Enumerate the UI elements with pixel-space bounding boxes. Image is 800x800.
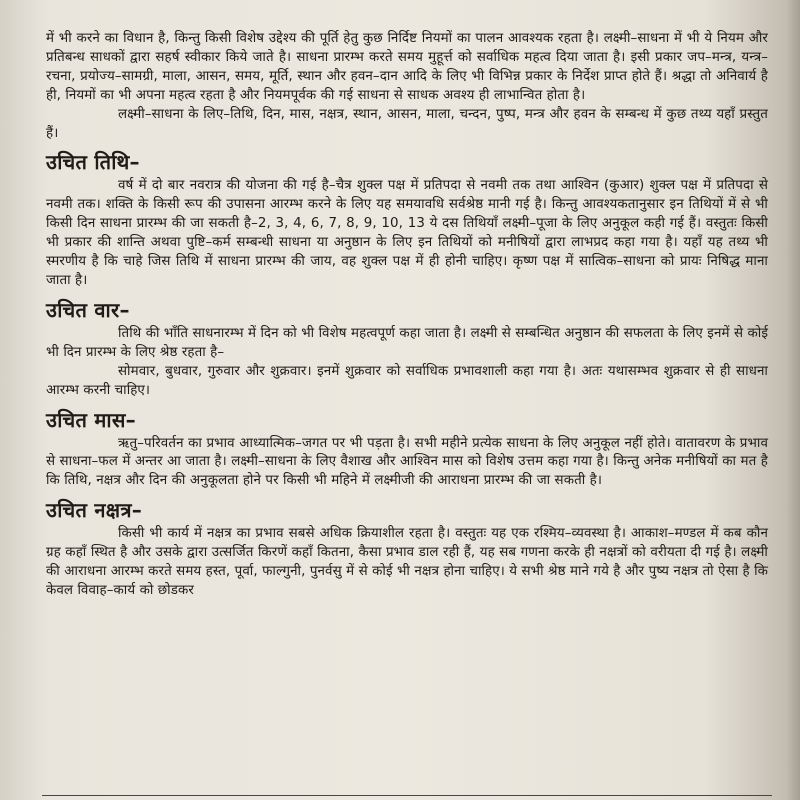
section-heading-tithi: उचित तिथि–: [46, 150, 140, 175]
section-heading-vaar: उचित वार–: [46, 297, 130, 322]
tithi-paragraph: वर्ष में दो बार नवरात्र की योजना की गई है–चैत्र शुक्ल पक्ष में प्रतिपदा से नवमी तक तथा आश्विन (कुआर) शुक्ल पक्ष में प्रतिपदा से नवमी तक। शक्ति के किसी रूप की उपासना आरम्भ करने के लिए यह समयावधि सर्वश्रेष्ठ मानी गई है। किन्तु आवश्यकतानुसार इन तिथियों में से भी किसी दिन साधना प्रारम्भ की जा सकती है–2, 3, 4, 6, 7, 8, 9, 10, 13 ये दस तिथियाँ लक्ष्मी–पूजा के लिए अनुकूल कही गई हैं। वस्तुतः किसी भी प्रकार की शान्ति अथवा पुष्टि–कर्म सम्बन्धी साधना या अनुष्ठान के लिए इन तिथियों को मनीषियों द्वारा लाभप्रद कहा गया है। यहाँ यह तथ्य भी स्मरणीय है कि चाहे जिस तिथि में साधना प्रारम्भ की जाय, वह शुक्ल पक्ष में ही होनी चाहिए। कृष्ण पक्ष में सात्विक–साधना को प्रायः निषिद्ध माना जाता है।: [46, 178, 768, 288]
topics-paragraph: लक्ष्मी–साधना के लिए–तिथि, दिन, मास, नक्षत्र, स्थान, आसन, माला, चन्दन, पुष्प, मन्त्र और हवन के सम्बन्ध में कुछ तथ्य यहाँ प्रस्तुत हैं।: [46, 106, 768, 141]
page-text-body: [46, 30, 768, 601]
section-heading-nakshatra: उचित नक्षत्र–: [46, 498, 143, 523]
page-edge-shadow: [786, 0, 800, 800]
weekdays-paragraph: सोमवार, बुधवार, गुरुवार और शुक्रवार। इनमें शुक्रवार को सर्वाधिक प्रभावशाली कहा गया है। अतः यथासम्भव शुक्रवार से ही साधना आरम्भ करनी चाहिए।: [46, 363, 768, 398]
intro-paragraph: में भी करने का विधान है, किन्तु किसी विशेष उद्देश्य की पूर्ति हेतु कुछ निर्दिष्ट नियमों का पालन आवश्यक रहता है। लक्ष्मी–साधना में भी ये नियम और प्रतिबन्ध साधकों द्वारा सहर्ष स्वीकार किये जाते है। साधना प्रारम्भ करते समय मुहूर्त्त को सर्वाधिक महत्व दिया जाता है। इसी प्रकार जप–मन्त्र, यन्त्र–रचना, प्रयोज्य–सामग्री, माला, आसन, समय, मूर्ति, स्थान और हवन–दान आदि के लिए भी विभिन्न प्रकार के निर्देश प्राप्त होते हैं। श्रद्धा तो अनिवार्य है ही, नियमों का भी अपना महत्व रहता है और नियमपूर्वक की गई साधना से साधक अवश्य ही लाभान्वित होता है।: [46, 31, 768, 103]
section-heading-maas: उचित मास–: [46, 407, 136, 432]
vaar-paragraph: तिथि की भाँति साधनारम्भ में दिन को भी विशेष महत्वपूर्ण कहा जाता है। लक्ष्मी से सम्बन्धित अनुष्ठान की सफलता के लिए इनमें से कोई भी दिन प्रारम्भ के लिए श्रेष्ठ रहता है–: [46, 325, 768, 360]
maas-paragraph: ऋतु–परिवर्तन का प्रभाव आध्यात्मिक–जगत पर भी पड़ता है। सभी महीने प्रत्येक साधना के लिए अनुकूल नहीं होते। वातावरण के प्रभाव से साधना–फल में अन्तर आ जाता है। लक्ष्मी–साधना के लिए वैशाख और आश्विन मास को विशेष उत्तम कहा गया है। किन्तु अनेक मनीषियों का मत है कि तिथि, नक्षत्र और दिन की अनुकूलता होने पर किसी भी महिने में लक्ष्मीजी की आराधना प्रारम्भ की जा सकती है।: [46, 435, 768, 489]
nakshatra-paragraph: किसी भी कार्य में नक्षत्र का प्रभाव सबसे अधिक क्रियाशील रहता है। वस्तुतः यह एक रश्मिय–व्यवस्था है। आकाश–मण्डल में कब कौन ग्रह कहाँ स्थित है और उसके द्वारा उत्सर्जित किरणें कहाँ कितना, कैसा प्रभाव डाल रही हैं, यह सब गणना करके ही नक्षत्रों को वरीयता दी गई है। लक्ष्मी की आराधना आरम्भ करते समय हस्त, पूर्वा, फाल्गुनी, पुनर्वसु में से कोई भी नक्षत्र होना चाहिए। ये सभी श्रेष्ठ माने गये है और पुष्य नक्षत्र तो ऐसा है कि केवल विवाह–कार्य को छोडकर: [46, 526, 768, 598]
bottom-rule-line: [42, 795, 772, 796]
